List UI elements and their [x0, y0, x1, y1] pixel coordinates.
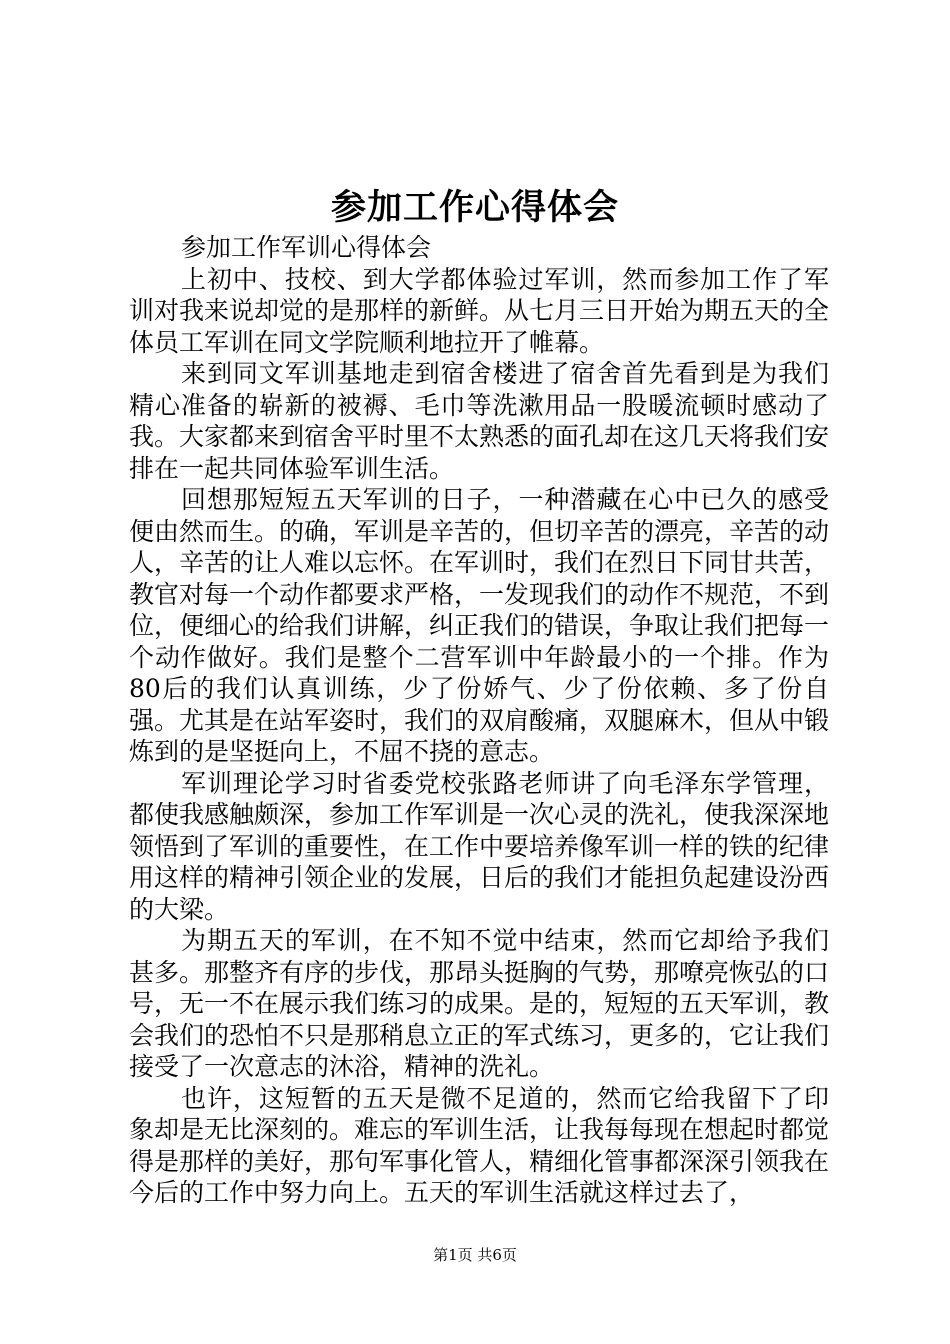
paragraph: 上初中、技校、到大学都体验过军训，然而参加工作了军训对我来说却觉的是那样的新鲜。从七月三日开始为期五天的全体员工军训在同文学院顺利地拉开了帷幕。 — [129, 264, 830, 357]
page-footer: 第1页 共6页 — [433, 1246, 517, 1264]
paragraph-subtitle: 参加工作军训心得体会 — [181, 233, 432, 262]
paragraph: 来到同文军训基地走到宿舍楼进了宿舍首先看到是为我们精心准备的崭新的被褥、毛巾等洗漱用品一股暖流顿时感动了我。大家都来到宿舍平时里不太熟悉的面孔却在这几天将我们安排在一起共同体验军训生活。 — [129, 359, 830, 483]
document-title: 参加工作心得体会 — [330, 187, 619, 228]
paragraph: 回想那短短五天军训的日子，一种潜藏在心中已久的感受便由然而生。的确，军训是辛苦的，但切辛苦的漂亮，辛苦的动人，辛苦的让人难以忘怀。在军训时，我们在烈日下同甘共苦，教官对每一个动作都要求严格，一发现我们的动作不规范，不到位，便细心的给我们讲解，纠正我们的错误，争取让我们把每一个动作做好。我们是整个二营军训中年龄最小的一个排。作为80后的我们认真训练，少了份娇气、少了份依赖、多了份自强。尤其是在站军姿时，我们的双肩酸痛，双腿麻木，但从中锻炼到的是坚挺向上，不屈不挠的意志。 — [129, 485, 830, 766]
paragraph: 为期五天的军训，在不知不觉中结束，然而它却给予我们甚多。那整齐有序的步伐，那昂头挺胸的气势，那嘹亮恢弘的口号，无一不在展示我们练习的成果。是的，短短的五天军训，教会我们的恐怕不只是那稍息立正的军式练习，更多的，它让我们接受了一次意志的沐浴，精神的洗礼。 — [129, 926, 830, 1081]
paragraph: 也许，这短暂的五天是微不足道的，然而它给我留下了印象却是无比深刻的。难忘的军训生活，让我每每现在想起时都觉得是那样的美好，那句军事化管人，精细化管事都深深引领我在今后的工作中努力向上。五天的军训生活就这样过去了， — [129, 1083, 830, 1207]
document-body — [129, 232, 829, 1209]
paragraph: 军训理论学习时省委党校张路老师讲了向毛泽东学管理，都使我感触颇深，参加工作军训是一次心灵的洗礼，使我深深地领悟到了军训的重要性，在工作中要培养像军训一样的铁的纪律用这样的精神引领企业的发展，日后的我们才能担负起建设汾西的大梁。 — [129, 768, 830, 924]
